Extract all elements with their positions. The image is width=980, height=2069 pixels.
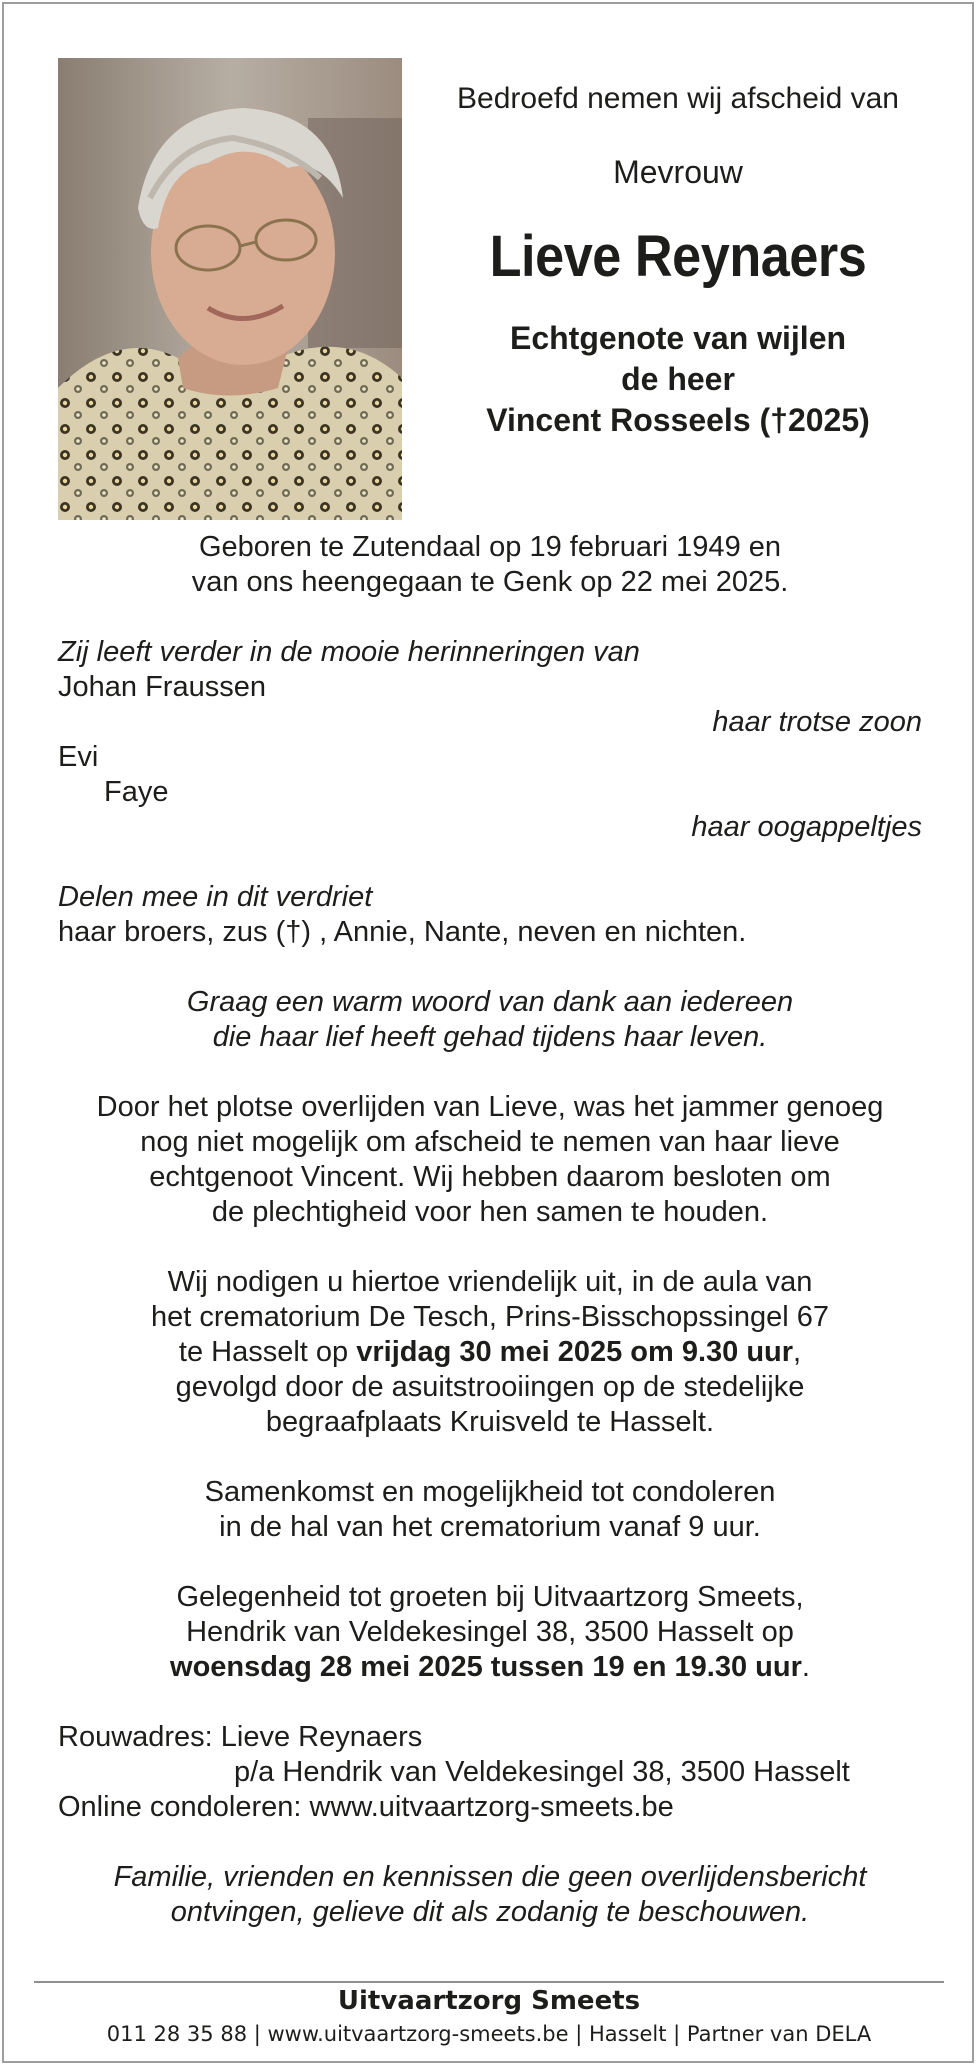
thanks-block: Graag een warm woord van dank aan iedereen die haar lief heeft gehad tijdens haar leven. — [186, 986, 794, 1053]
family-block — [58, 635, 922, 845]
footer-divider — [34, 1981, 944, 1983]
family-intro: Zij leeft verder in de mooie herinneringen van — [58, 636, 640, 668]
honorific: Mevrouw — [613, 154, 743, 190]
birth-death-block: Geboren te Zutendaal op 19 februari 1949 en van ons heengegaan te Genk op 22 mei 2025. — [191, 531, 789, 598]
visitation-date: woensdag 28 mei 2025 tussen 19 en 19.30 uur — [170, 1651, 802, 1683]
spouse-line: Echtgenote van wijlen — [509, 320, 847, 356]
intro-text: Bedroefd nemen wij afscheid van — [457, 82, 899, 115]
funeral-home-info: 011 28 35 88 | www.uitvaartzorg-smeets.be | Hasselt | Partner van DELA — [106, 2022, 872, 2046]
share-block: Delen mee in dit verdriet haar broers, zus (†) , Annie, Nante, neven en nichten. — [58, 881, 747, 948]
notice-disclaimer: Familie, vrienden en kennissen die geen overlijdensbericht ontvingen, gelieve dit als zodanig te beschouwen. — [113, 1861, 867, 1928]
deceased-name: Lieve Reynaers — [489, 224, 867, 289]
footer — [34, 1984, 944, 2050]
grandchildren-role: haar oogappeltjes — [691, 811, 922, 843]
son-name: Johan Fraussen — [58, 671, 266, 703]
address-block: Rouwadres: Lieve Reynaers p/a Hendrik van Veldekesingel 38, 3500 Hasselt Online condoleren: www.uitvaartzorg-smeets.be — [58, 1720, 922, 1825]
ceremony-date: vrijdag 30 mei 2025 om 9.30 uur — [356, 1336, 794, 1368]
portrait-photo — [58, 58, 402, 520]
notice-header — [420, 80, 936, 441]
visitation-block: Gelegenheid tot groeten bij Uitvaartzorg Smeets, Hendrik van Veldekesingel 38, 3500 Hasselt op woensdag 28 mei 2025 tussen 19 en 19.30 uur. — [170, 1581, 810, 1683]
spouse-line: Vincent Rosseels (†2025) — [486, 402, 870, 438]
son-role: haar trotse zoon — [712, 706, 922, 738]
online-condolence: Online condoleren: www.uitvaartzorg-smeets.be — [58, 1791, 674, 1823]
notice-body — [58, 530, 922, 1930]
gathering-block: Samenkomst en mogelijkheid tot condoleren in de hal van het crematorium vanaf 9 uur. — [204, 1476, 776, 1543]
spouse-block — [420, 318, 936, 441]
ceremony-block: Wij nodigen u hiertoe vriendelijk uit, in de aula van het crematorium De Tesch, Prins-Bisschopssingel 67 te Hasselt op vrijdag 30 mei 2025 om 9.30 uur, gevolgd door de asuitstrooiingen op de stedelijke begraafplaats Kruisveld te Hasselt. — [150, 1266, 830, 1438]
spouse-line: de heer — [621, 361, 735, 397]
funeral-home-name: Uitvaartzorg Smeets — [337, 1986, 641, 2016]
explanation-block: Door het plotse overlijden van Lieve, was het jammer genoeg nog niet mogelijk om afscheid te nemen van haar lieve echtgenoot Vincent. Wij hebben daarom besloten om de plechtigheid voor hen samen te houden. — [96, 1091, 884, 1228]
grandchild-name: Faye — [104, 776, 169, 808]
rouwadres: Rouwadres: Lieve Reynaers — [58, 1721, 423, 1753]
grandchild-name: Evi — [58, 741, 99, 773]
